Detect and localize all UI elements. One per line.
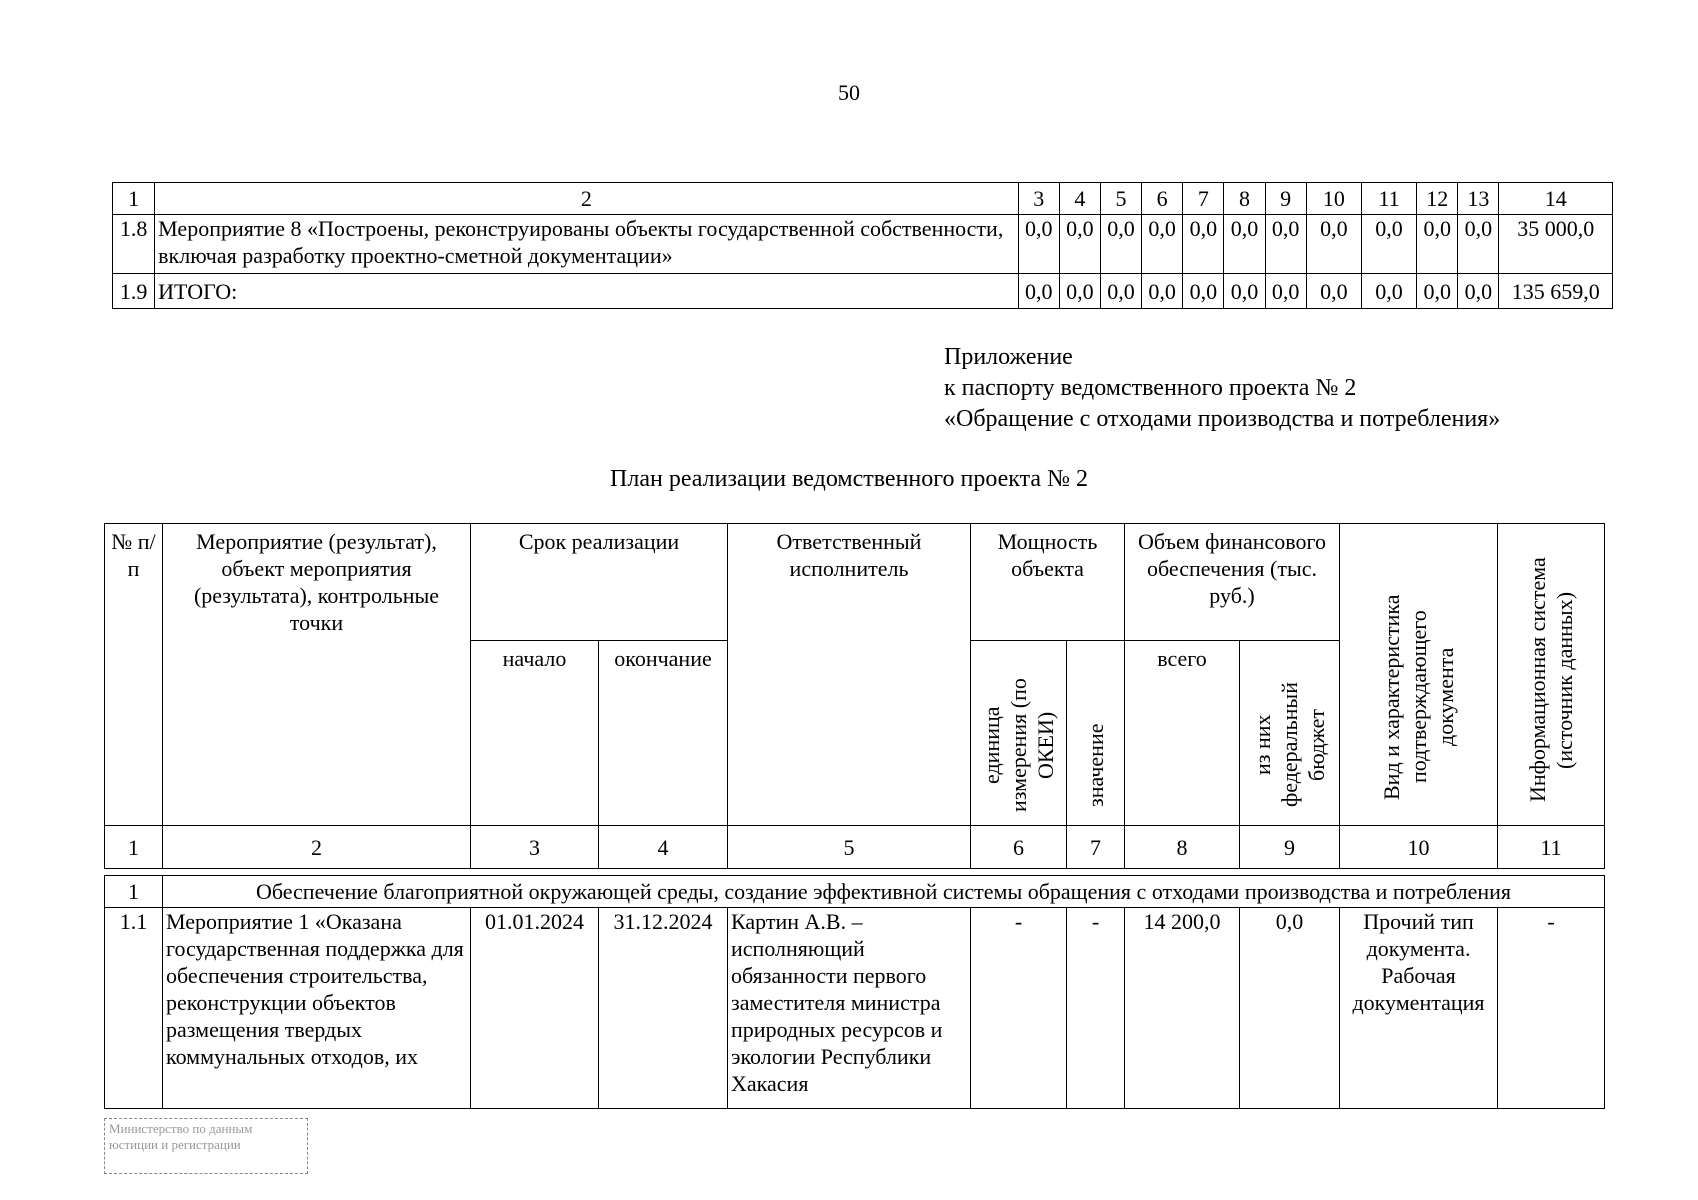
header-capacity-value-text: значение <box>1083 723 1109 807</box>
header-finance-federal-text: из них федеральный бюджет <box>1250 682 1330 808</box>
row-total: 14 200,0 <box>1125 908 1240 1109</box>
table-gap <box>105 869 1605 876</box>
column-numbers-row <box>105 826 1605 869</box>
row-value: 0,0 <box>1417 274 1458 309</box>
header-capacity-unit-text: единица измерения (по ОКЕИ) <box>979 678 1059 812</box>
header-document-text: Вид и характеристика подтверждающего документа <box>1379 594 1459 800</box>
row-number: 1.9 <box>113 274 155 309</box>
row-value: 0,0 <box>1224 215 1265 274</box>
column-number: 14 <box>1499 183 1613 215</box>
section-number: 1 <box>105 876 163 908</box>
plan-title: План реализации ведомственного проекта № 2 <box>610 466 1088 492</box>
column-number: 8 <box>1224 183 1265 215</box>
row-value: 0,0 <box>1458 215 1499 274</box>
row-value: 0,0 <box>1265 274 1306 309</box>
header-num: № п/п <box>105 524 163 826</box>
column-number: 5 <box>1100 183 1141 215</box>
row-value: 0,0 <box>1224 274 1265 309</box>
row-value: 0,0 <box>1100 215 1141 274</box>
section-row <box>105 876 1605 908</box>
row-value: 0,0 <box>1361 274 1416 309</box>
column-number: 8 <box>1125 826 1240 869</box>
continuation-table <box>112 182 1613 309</box>
header-finance-federal <box>1240 641 1340 826</box>
column-number: 12 <box>1417 183 1458 215</box>
header-capacity: Мощность объекта <box>971 524 1125 641</box>
row-value: 0,0 <box>1059 274 1100 309</box>
row-event: Мероприятие 1 «Оказана государственная поддержка для обеспечения строительства, реконструкции объектов размещения твердых коммунальных отходов, их <box>163 908 471 1109</box>
row-number: 1.8 <box>113 215 155 274</box>
row-value: 0,0 <box>1059 215 1100 274</box>
plan-table <box>104 523 1605 1109</box>
row-end-date: 31.12.2024 <box>599 908 728 1109</box>
header-info-system-text: Информационная система (источник данных) <box>1525 557 1578 803</box>
appendix-block <box>944 342 1500 435</box>
appendix-line: Приложение <box>944 344 1073 370</box>
row-value: 0,0 <box>1018 215 1059 274</box>
row-value: 0,0 <box>1183 274 1224 309</box>
column-number: 11 <box>1361 183 1416 215</box>
column-number: 10 <box>1306 183 1361 215</box>
row-value: - <box>1067 908 1125 1109</box>
column-number: 9 <box>1240 826 1340 869</box>
row-start-date: 01.01.2024 <box>471 908 599 1109</box>
row-value: 0,0 <box>1361 215 1416 274</box>
row-value: 0,0 <box>1018 274 1059 309</box>
table-header-row <box>113 183 1613 215</box>
table-row <box>105 908 1605 1109</box>
stamp-line: Министерство по данным <box>109 1121 253 1136</box>
row-responsible: Картин А.В. – исполняющий обязанности первого заместителя министра природных ресурсов и экологии Республики Хакасия <box>728 908 971 1109</box>
column-number: 1 <box>113 183 155 215</box>
table-row-total <box>113 274 1613 309</box>
appendix-line: к паспорту ведомственного проекта № 2 <box>944 375 1357 401</box>
row-value: 0,0 <box>1183 215 1224 274</box>
header-finance: Объем финансового обеспечения (тыс. руб.) <box>1125 524 1340 641</box>
row-value: 0,0 <box>1142 215 1183 274</box>
row-unit: - <box>971 908 1067 1109</box>
column-number: 2 <box>163 826 471 869</box>
column-number: 13 <box>1458 183 1499 215</box>
header-capacity-unit <box>971 641 1067 826</box>
column-number: 7 <box>1067 826 1125 869</box>
row-value: 0,0 <box>1417 215 1458 274</box>
stamp-line: юстиции и регистрации <box>109 1137 241 1152</box>
column-number: 3 <box>471 826 599 869</box>
column-number: 10 <box>1340 826 1498 869</box>
column-number: 1 <box>105 826 163 869</box>
appendix-line: «Обращение с отходами производства и потребления» <box>944 406 1501 432</box>
header-info-system <box>1498 524 1605 826</box>
row-value: 0,0 <box>1306 215 1361 274</box>
column-number: 4 <box>599 826 728 869</box>
registration-stamp <box>104 1118 308 1174</box>
section-title: Обеспечение благоприятной окружающей среды, создание эффективной системы обращения с отходами производства и потребления <box>163 876 1605 908</box>
row-name: Мероприятие 8 «Построены, реконструированы объекты государственной собственности, включая разработку проектно-сметной документации» <box>155 215 1018 274</box>
row-name: ИТОГО: <box>155 274 1018 309</box>
row-document: Прочий тип документа. Рабочая документация <box>1340 908 1498 1109</box>
row-value: 0,0 <box>1265 215 1306 274</box>
row-value: 0,0 <box>1142 274 1183 309</box>
row-info-system: - <box>1498 908 1605 1109</box>
column-number: 7 <box>1183 183 1224 215</box>
row-value: 0,0 <box>1100 274 1141 309</box>
column-number: 5 <box>728 826 971 869</box>
header-term-start: начало <box>471 641 599 826</box>
row-value: 135 659,0 <box>1499 274 1613 309</box>
column-number: 6 <box>1142 183 1183 215</box>
header-document <box>1340 524 1498 826</box>
column-number: 4 <box>1059 183 1100 215</box>
column-number: 3 <box>1018 183 1059 215</box>
table-row <box>113 215 1613 274</box>
header-term: Срок реализации <box>471 524 728 641</box>
row-federal: 0,0 <box>1240 908 1340 1109</box>
header-event: Мероприятие (результат), объект мероприятия (результата), контрольные точки <box>163 524 471 826</box>
column-number: 11 <box>1498 826 1605 869</box>
gap-cell <box>105 869 1605 876</box>
header-finance-total: всего <box>1125 641 1240 826</box>
header-term-end: окончание <box>599 641 728 826</box>
row-number: 1.1 <box>105 908 163 1109</box>
header-responsible: Ответственный исполнитель <box>728 524 971 826</box>
row-value: 0,0 <box>1458 274 1499 309</box>
row-value: 0,0 <box>1306 274 1361 309</box>
column-number: 9 <box>1265 183 1306 215</box>
header-capacity-value <box>1067 641 1125 826</box>
row-value: 35 000,0 <box>1499 215 1613 274</box>
column-number: 6 <box>971 826 1067 869</box>
table-header-row <box>105 524 1605 641</box>
column-number: 2 <box>155 183 1018 215</box>
page-number: 50 <box>838 80 860 105</box>
